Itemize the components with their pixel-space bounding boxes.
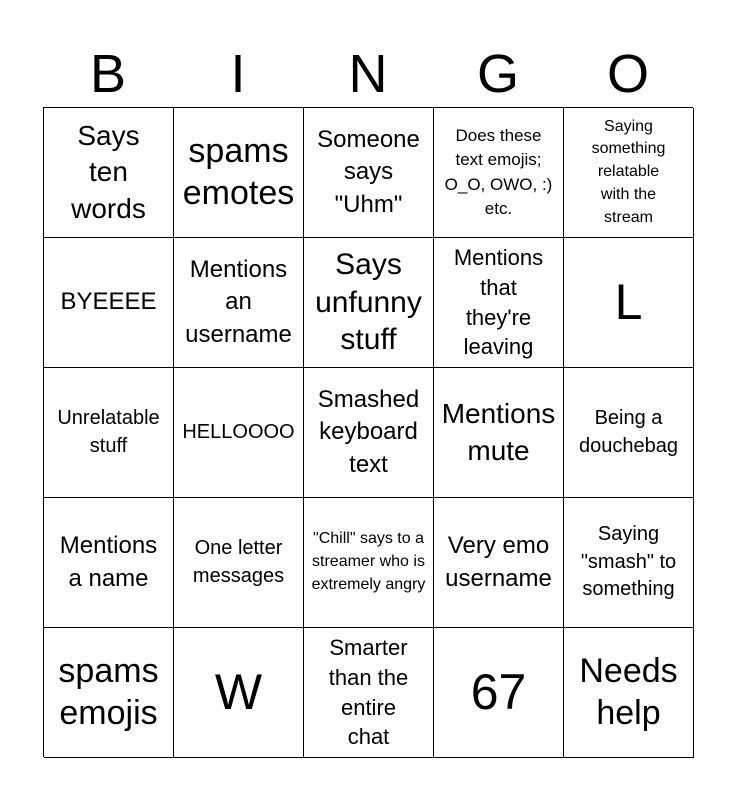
bingo-cell-r4-c1[interactable] [44,498,174,628]
bingo-cell-text: Smarter than the entire chat [328,635,409,750]
bingo-cell-text: "Chill" says to a streamer who is extremely angry [311,530,426,593]
bingo-cell-r2-c4[interactable] [434,238,564,368]
bingo-cell-r1-c4[interactable] [434,108,564,238]
bingo-cell-r3-c1[interactable] [44,368,174,498]
bingo-cell-r5-c4[interactable] [434,628,564,758]
bingo-cell-text: One letter messages [192,536,285,587]
bingo-cell-text: Says unfunny stuff [315,248,422,357]
bingo-header [43,40,693,108]
bingo-cell-text: Needs help [579,652,678,732]
bingo-cell-text: Mentions an username [185,255,292,348]
bingo-cell-text: Mentions mute [441,398,556,466]
bingo-cell-r2-c5[interactable] [564,238,694,368]
header-letter-b: B [89,44,127,104]
bingo-cell-r3-c3[interactable] [304,368,434,498]
bingo-cell-r2-c3[interactable] [304,238,434,368]
header-letter-o: O [606,44,649,104]
header-letter-i: I [230,44,246,104]
header-letter-n: N [348,44,388,104]
bingo-cell-r3-c2[interactable] [174,368,304,498]
bingo-cell-text: spams emotes [182,132,295,212]
bingo-cell-r2-c1[interactable] [44,238,174,368]
bingo-cell-r1-c1[interactable] [44,108,174,238]
bingo-cell-text: Does these text emojis; O_O, OWO, :) etc. [444,126,553,218]
bingo-cell-r4-c5[interactable] [564,498,694,628]
bingo-cell-r4-c3[interactable] [304,498,434,628]
bingo-cell-r4-c4[interactable] [434,498,564,628]
bingo-cell-text: HELLOOOO [182,420,295,443]
bingo-cell-text: W [214,664,263,720]
bingo-cell-text: Smashed keyboard text [317,385,420,478]
bingo-cell-r5-c1[interactable] [44,628,174,758]
bingo-cell-text: 67 [470,664,527,720]
bingo-cell-text: Saying something relatable with the stream [591,117,666,226]
bingo-cell-r4-c2[interactable] [174,498,304,628]
bingo-cell-text: Says ten words [71,119,146,224]
bingo-cell-r5-c5[interactable] [564,628,694,758]
bingo-cell-text: Unrelatable stuff [57,406,160,457]
bingo-cell-text: spams emojis [58,652,159,732]
bingo-board [43,107,693,757]
bingo-cell-text: Mentions a name [59,532,158,592]
bingo-cell-text: Saying "smash" to something [580,523,677,601]
header-letter-g: G [476,44,519,104]
bingo-cell-text: L [614,274,643,330]
bingo-cell-text: Being a douchebag [579,406,678,457]
bingo-cell-r2-c2[interactable] [174,238,304,368]
bingo-cell-r5-c2[interactable] [174,628,304,758]
bingo-cell-r5-c3[interactable] [304,628,434,758]
bingo-cell-r3-c5[interactable] [564,368,694,498]
bingo-cell-text: BYEEEE [60,288,157,316]
bingo-cell-text: Mentions that they're leaving [453,245,544,360]
bingo-cell-r3-c4[interactable] [434,368,564,498]
bingo-cell-text: Someone says "Uhm" [317,125,420,218]
bingo-cell-text: Very emo username [445,532,552,592]
bingo-cell-r1-c5[interactable] [564,108,694,238]
bingo-cell-r1-c2[interactable] [174,108,304,238]
bingo-cell-r1-c3[interactable] [304,108,434,238]
